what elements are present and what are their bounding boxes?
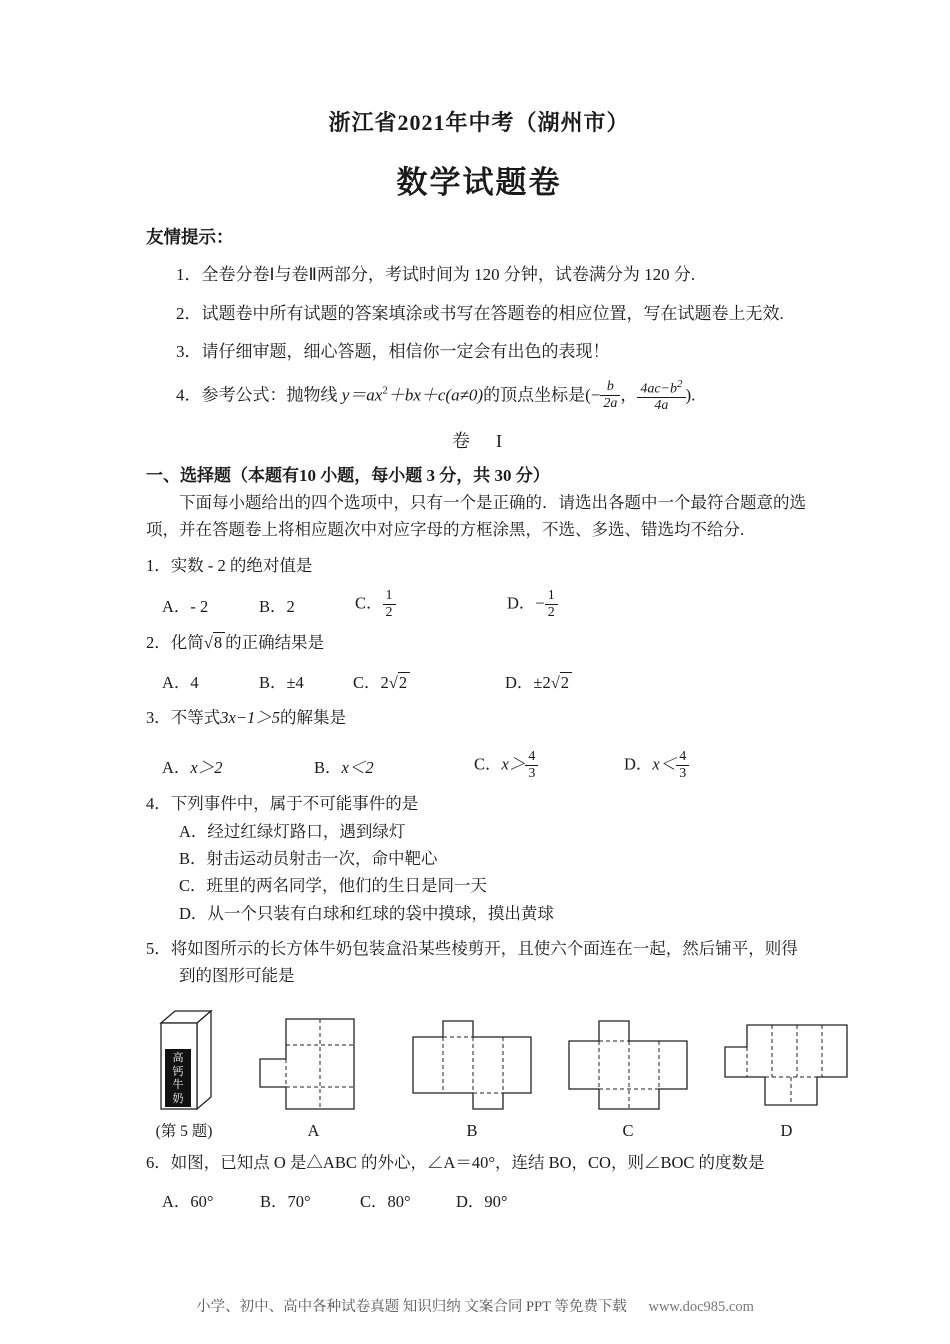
question-1	[146, 553, 812, 622]
question-2	[146, 630, 812, 695]
tip-4	[176, 378, 812, 415]
net-label-b: B	[466, 1121, 478, 1140]
milk-box-figure	[148, 1003, 220, 1141]
question-1-option-d: D．− $\frac{1}{2}$	[507, 588, 558, 621]
tip-4-fraction-2: $\frac{4ac-b^2}{4a}$	[637, 378, 685, 415]
question-2-option-b: B．±4	[259, 672, 304, 692]
page-title: 浙江省2021年中考（湖州市）	[328, 110, 630, 135]
question-6	[146, 1150, 812, 1215]
tip-3: 3．请仔细审题，细心答题，相信你一定会有出色的表现！	[176, 342, 610, 361]
question-4	[146, 791, 812, 927]
question-5-figures	[146, 1003, 812, 1141]
question-1-options	[146, 588, 812, 621]
net-label-c: C	[622, 1121, 634, 1140]
tip-4-expr-mid: ＋bx＋c(a≠0)	[387, 384, 484, 404]
question-6-stem: 6．如图，已知点 O 是△ABC 的外心，∠A＝40°，连结 BO，CO，则∠BOC 的度数是	[146, 1153, 765, 1172]
question-5-stem: 5．将如图所示的长方体牛奶包装盒沿某些棱剪开，且使六个面连在一起，然后铺平，则得到的图形可能是	[146, 939, 798, 985]
tip-2: 2．试题卷中所有试题的答案填涂或书写在答题卷的相应位置，写在试题卷上无效.	[176, 303, 784, 323]
question-1-option-c: C． $\frac{1}{2}$	[355, 588, 507, 621]
question-1-option-a: A．- 2	[162, 596, 209, 616]
question-2-option-c: C．2√2	[353, 669, 505, 693]
figure-caption: (第 5 题)	[155, 1123, 213, 1140]
question-6-option-c: C．80°	[360, 1192, 411, 1212]
question-4-option-c: C．班里的两名同学，他们的生日是同一天	[179, 876, 488, 896]
paper-one-heading: 卷 I	[452, 431, 506, 452]
page-footer	[0, 1295, 950, 1316]
question-3-option-d: D．x＜ $\frac{4}{3}$	[624, 749, 689, 782]
net-figure-b	[407, 1015, 537, 1141]
question-3-option-c: C．x＞ $\frac{4}{3}$	[474, 749, 624, 782]
question-3-stem: 3．不等式3x−1＞5的解集是	[146, 707, 346, 727]
question-6-option-a: A．60°	[162, 1192, 214, 1212]
question-3-option-a: A．x＞2	[162, 757, 223, 777]
fraction: $\frac{4}{3}$	[525, 749, 538, 782]
question-5	[146, 936, 812, 1141]
tip-4-text-mid: 的顶点坐标是(−	[483, 384, 601, 404]
milk-box-label: 高 钙 牛 奶	[165, 1049, 191, 1107]
question-1-option-b: B．2	[259, 596, 295, 616]
footer-url: www.doc985.com	[648, 1299, 754, 1315]
section-one-intro: 下面每小题给出的四个选项中，只有一个是正确的．请选出各题中一个最符合题意的选项，并在答题卷上将相应题次中对应字母的方框涂黑，不选、多选、错选均不给分.	[146, 493, 806, 540]
question-1-stem: 1．实数 - 2 的绝对值是	[146, 555, 313, 575]
tip-4-expr-head: y＝ax	[341, 384, 383, 404]
net-figure-d	[719, 1015, 854, 1141]
fraction: $\frac{4}{3}$	[676, 749, 689, 782]
net-label-d: D	[780, 1121, 793, 1140]
question-4-stem: 4．下列事件中，属于不可能事件的是	[146, 794, 419, 814]
net-figure-a	[246, 1015, 381, 1141]
radical: √2	[389, 672, 410, 692]
net-b-icon	[407, 1015, 537, 1115]
tip-4-fraction-1: $\frac{b}{2a}$	[600, 379, 620, 412]
tip-4-exponent: 2	[382, 384, 388, 397]
question-3-options	[146, 749, 812, 782]
question-6-options	[146, 1185, 812, 1215]
footer-text: 小学、初中、高中各种试卷真题 知识归纳 文案合同 PPT 等免费下载	[196, 1299, 627, 1315]
tip-1: 1．全卷分卷Ⅰ与卷Ⅱ两部分，考试时间为 120 分钟，试卷满分为 120 分.	[176, 265, 696, 284]
net-c-icon	[563, 1015, 693, 1115]
tips-header: 友情提示：	[146, 227, 234, 247]
fraction: $\frac{1}{2}$	[545, 588, 558, 621]
question-2-options	[146, 666, 812, 696]
section-one-heading: 一、选择题（本题有10 小题，每小题 3 分，共 30 分）	[146, 466, 550, 486]
question-3-option-b: B．x＜2	[314, 757, 374, 777]
fraction: $\frac{1}{2}$	[383, 588, 396, 621]
friendly-tips	[146, 224, 812, 414]
net-d-icon	[719, 1015, 854, 1115]
net-figure-c	[563, 1015, 693, 1141]
radical: √2	[551, 672, 572, 692]
question-6-option-b: B．70°	[260, 1192, 311, 1212]
tip-4-comma: ，	[620, 384, 638, 404]
page-subtitle: 数学试题卷	[396, 165, 562, 200]
question-4-option-b: B．射击运动员射击一次，命中靶心	[179, 849, 438, 869]
question-3	[146, 705, 812, 783]
tip-4-prefix: 4．参考公式：抛物线	[176, 384, 342, 404]
net-label-a: A	[307, 1121, 320, 1140]
milk-box-drawing	[148, 1003, 220, 1115]
question-2-stem: 2．化简√8 的正确结果是	[146, 633, 325, 653]
question-4-option-d: D．从一个只装有白球和红球的袋中摸球，摸出黄球	[179, 903, 554, 923]
question-2-option-a: A．4	[162, 672, 199, 692]
tip-4-suffix: ).	[685, 384, 696, 404]
question-4-option-a: A．经过红绿灯路口，遇到绿灯	[179, 821, 406, 841]
radical: √8	[204, 632, 225, 652]
question-6-option-d: D．90°	[456, 1192, 508, 1212]
question-2-option-d: D．±2√2	[505, 669, 572, 693]
net-a-icon	[246, 1015, 381, 1115]
